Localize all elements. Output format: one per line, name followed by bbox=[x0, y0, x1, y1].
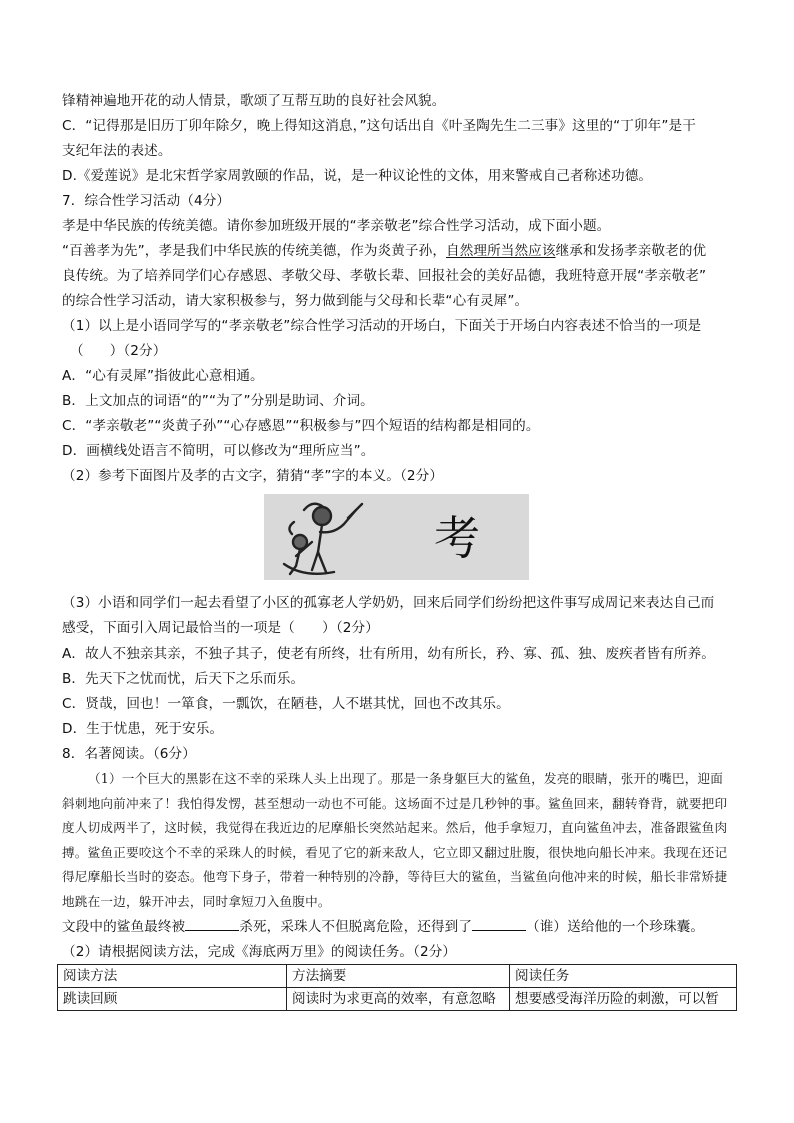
opening-paragraph-line: 良传统。为了培养同学们心存感恩、孝敬父母、孝敬长辈、回报社会的美好品德，我班特意开展“孝亲敬老” bbox=[62, 268, 707, 284]
ancient-glyph: 考 bbox=[434, 511, 480, 565]
option-c-line: C．“记得那是旧历丁卯年除夕，晚上得知这消息，”这句话出自《叶圣陶先生二三事》这里的“丁卯年”是干 bbox=[62, 118, 696, 134]
question-8-title: 8．名著阅读。（6分） bbox=[62, 746, 196, 762]
subquestion-2: （2）参考下面图片及孝的古文字，猜猜“孝”字的本义。（2分） bbox=[62, 468, 444, 484]
option-a: A．故人不独亲其亲，不独子其子，使老有所终，壮有所用，幼有所长，矜、寡、孤、独、废疾者皆有所养。 bbox=[62, 646, 716, 662]
option-d: D．生于忧患，死于安乐。 bbox=[62, 721, 224, 737]
option-a: A．“心有灵犀”指彼此心意相通。 bbox=[62, 368, 264, 384]
option-d-line: D.《爱莲说》是北宋哲学家周敦颐的作品，说，是一种议论性的文体，用来警戒自己者称述功德。 bbox=[62, 168, 653, 184]
paren-open: （ bbox=[70, 343, 84, 359]
opening-paragraph-line: 的综合性学习活动，请大家积极参与，努力做到能与父母和长辈“心有灵犀”。 bbox=[62, 293, 529, 309]
answer-paren-line bbox=[70, 342, 166, 360]
fill-in-line bbox=[62, 918, 704, 936]
subquestion-2-reading: （2）请根据阅读方法，完成《海底两万里》的阅读任务。（2分） bbox=[62, 944, 457, 960]
subquestion-1: （1）以上是小语同学写的“孝亲敬老”综合性学习活动的开场白，下面关于开场白内容表述不恰当的一项是 bbox=[62, 318, 702, 334]
text-span: “百善孝为先”，孝是我们中华民族的传统美德，作为炎黄子孙， bbox=[62, 243, 447, 259]
text-line: 锋精神遍地开花的动人情景，歌颂了互帮互助的良好社会风貌。 bbox=[62, 93, 446, 109]
table-cell: 跳读回顾 bbox=[58, 988, 287, 1011]
option-c: C．“孝亲敬老”“炎黄子孙”“心存感恩”“积极参与”四个短语的结构都是相同的。 bbox=[62, 418, 540, 434]
table-cell: 阅读时为求更高的效率，有意忽略 bbox=[287, 988, 510, 1011]
text-line: 支纪年法的表述。 bbox=[62, 143, 172, 159]
subquestion-3: （3）小语和同学们一起去看望了小区的孤寡老人学奶奶，回来后同学们纷纷把这件事写成周记来表达自己而 bbox=[62, 595, 715, 611]
subquestion-3-cont: 感受，下面引入周记最恰当的一项是（ ）（2分） bbox=[62, 620, 379, 636]
paren-close: ）（2分） bbox=[109, 343, 167, 359]
question-7-title: 7．综合性学习活动（4分） bbox=[62, 193, 231, 209]
table-row bbox=[58, 988, 737, 1011]
fill-blank-2[interactable] bbox=[472, 918, 526, 931]
novel-excerpt bbox=[62, 767, 734, 914]
table-header-row bbox=[58, 965, 737, 988]
option-b: B．上文加点的词语“的”“为了”分别是助词、介词。 bbox=[62, 393, 374, 409]
xiao-ancient-character-figure bbox=[264, 494, 529, 580]
table-header-cell: 方法摘要 bbox=[287, 965, 510, 988]
option-b: B．先天下之忧而忧，后天下之乐而乐。 bbox=[62, 671, 305, 687]
table-header-cell: 阅读任务 bbox=[510, 965, 737, 988]
underlined-phrase: 自然理所当然应该 bbox=[446, 243, 556, 259]
option-d: D．画横线处语言不简明，可以修改为“理所应当”。 bbox=[62, 443, 375, 459]
option-c: C．贤哉，回也！一箪食，一瓢饮，在陋巷，人不堪其忧，回也不改其乐。 bbox=[62, 696, 510, 712]
table-header-cell: 阅读方法 bbox=[58, 965, 287, 988]
table-cell: 想要感受海洋历险的刺激，可以暂 bbox=[510, 988, 737, 1011]
question-7-intro: 孝是中华民族的传统美德。请你参加班级开展的“孝亲敬老”综合性学习活动，成下面小题。 bbox=[62, 218, 611, 234]
fill-blank-1[interactable] bbox=[185, 918, 239, 931]
text-span: 继承和发扬孝亲敬老的优 bbox=[555, 243, 707, 259]
text-span: （谁）送给他的一个珍珠囊。 bbox=[526, 919, 705, 935]
excerpt-paragraph: （1）一个巨大的黑影在这不幸的采珠人头上出现了。那是一条身躯巨大的鲨鱼，发亮的眼睛，张开的嘴巴，迎面斜刺地向前冲来了！我怕得发愣，甚至想动一动也不可能。这场面不过是几秒钟的事。鲨鱼回来，翻转脊背，就要把印度人切成两半了，这时候，我觉得在我近边的尼摩船长突然站起来。然后，他手拿短刀，直向鲨鱼冲去，准备跟鲨鱼肉搏。鲨鱼正要咬这个不幸的采珠人的时候，看见了它的新来敌人，它立即又翻过肚腹，很快地向船长冲来。我现在还记得尼摩船长当时的姿态。他弯下身子，带着一种特别的冷静，等待巨大的鲨鱼，当鲨鱼向他冲来的时候，船长非常矫捷地跳在一边，躲开冲去，同时拿短刀入鱼腹中。 bbox=[62, 771, 728, 909]
opening-paragraph-line bbox=[62, 242, 706, 260]
text-span: 杀死，采珠人不但脱离危险，还得到了 bbox=[239, 919, 473, 935]
reading-method-table bbox=[57, 964, 737, 1011]
elder-pictograph-icon bbox=[264, 494, 529, 580]
text-span: 文段中的鲨鱼最终被 bbox=[62, 919, 186, 935]
